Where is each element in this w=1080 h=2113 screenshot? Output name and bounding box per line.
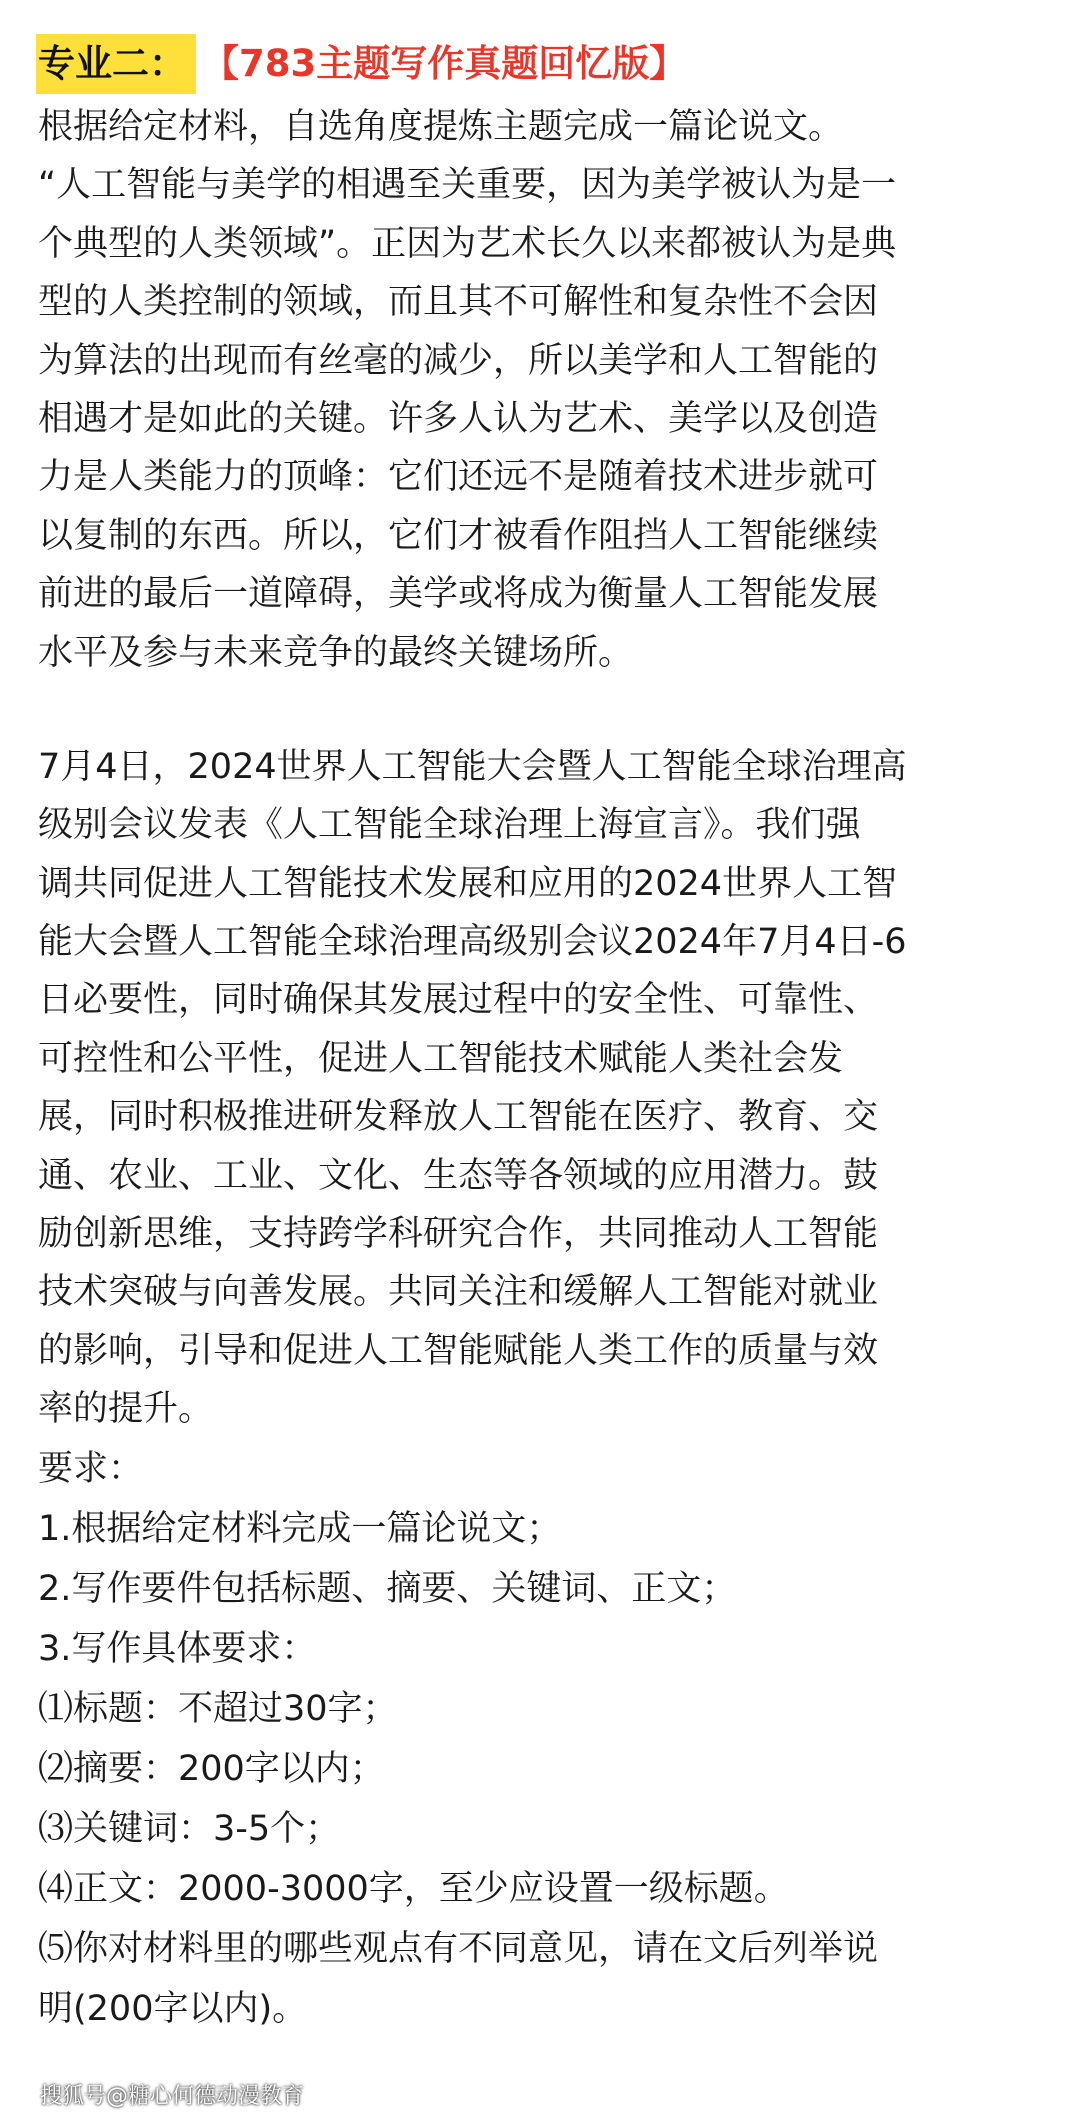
paragraph-gap [38, 682, 1048, 738]
text-line: 调共同促进人工智能技术发展和应用的2024世界人工智 [38, 863, 898, 904]
section-label: 专业二： [36, 34, 196, 94]
requirement-item: ⑸你对材料里的哪些观点有不同意见，请在文后列举说 [38, 1928, 879, 1969]
text-line: “人工智能与美学的相遇至关重要，因为美学被认为是一 [38, 165, 897, 206]
requirement-item: ⑵摘要：200字以内； [38, 1748, 385, 1789]
text-line: 可控性和公平性，促进人工智能技术赋能人类社会发 [38, 1038, 844, 1079]
text-line: 为算法的出现而有丝毫的减少，所以美学和人工智能的 [38, 340, 879, 381]
requirements-heading: 要求： [38, 1448, 144, 1489]
requirement-item: 明(200字以内)。 [38, 1988, 308, 2029]
text-line: 的影响，引导和促进人工智能赋能人类工作的质量与效 [38, 1330, 879, 1371]
text-line: 展，同时积极推进研发释放人工智能在医疗、教育、交 [38, 1097, 879, 1138]
text-line: 能大会暨人工智能全球治理高级别会议2024年7月4日-6 [38, 922, 907, 963]
text-line: 率的提升。 [38, 1389, 214, 1430]
requirement-item: ⑴标题：不超过30字； [38, 1688, 398, 1729]
text-line: 级别会议发表《人工智能全球治理上海宣言》。我们强 [38, 805, 861, 846]
text-line: 根据给定材料，自选角度提炼主题完成一篇论说文。 [38, 107, 844, 147]
intro-paragraph [38, 98, 1048, 682]
requirement-item: ⑶关键词：3-5个； [38, 1808, 341, 1849]
text-line: 力是人类能力的顶峰：它们还远不是随着技术进步就可 [38, 457, 879, 498]
text-line: 型的人类控制的领域，而且其不可解性和复杂性不会因 [38, 282, 879, 323]
requirement-item: 2.写作要件包括标题、摘要、关键词、正文； [38, 1568, 737, 1609]
requirement-item: 1.根据给定材料完成一篇论说文； [38, 1508, 562, 1549]
requirements-list [38, 1439, 1048, 2039]
text-line: 以复制的东西。所以，它们才被看作阻挡人工智能继续 [38, 515, 879, 556]
document-page [38, 34, 1048, 2039]
text-line: 相遇才是如此的关键。许多人认为艺术、美学以及创造 [38, 398, 879, 439]
text-line: 水平及参与未来竞争的最终关键场所。 [38, 632, 634, 673]
text-line: 励创新思维，支持跨学科研究合作，共同推动人工智能 [38, 1214, 879, 1255]
text-line: 通、农业、工业、文化、生态等各领域的应用潜力。鼓 [38, 1155, 879, 1196]
requirement-item: 3.写作具体要求： [38, 1628, 317, 1669]
requirement-item: ⑷正文：2000-3000字，至少应设置一级标题。 [38, 1868, 789, 1909]
watermark-text: 搜狐号@糖心何德动漫教育 [40, 2084, 305, 2109]
text-line: 个典型的人类领域”。正因为艺术长久以来都被认为是典 [38, 223, 897, 264]
text-line: 日必要性，同时确保其发展过程中的安全性、可靠性、 [38, 980, 879, 1021]
document-header [38, 34, 1048, 94]
text-line: 7月4日，2024世界人工智能大会暨人工智能全球治理高 [38, 746, 907, 787]
material-paragraph [38, 738, 1048, 1439]
document-title: 【783主题写作真题回忆版】 [202, 42, 687, 85]
text-line: 前进的最后一道障碍，美学或将成为衡量人工智能发展 [38, 574, 879, 615]
text-line: 技术突破与向善发展。共同关注和缓解人工智能对就业 [38, 1272, 879, 1313]
